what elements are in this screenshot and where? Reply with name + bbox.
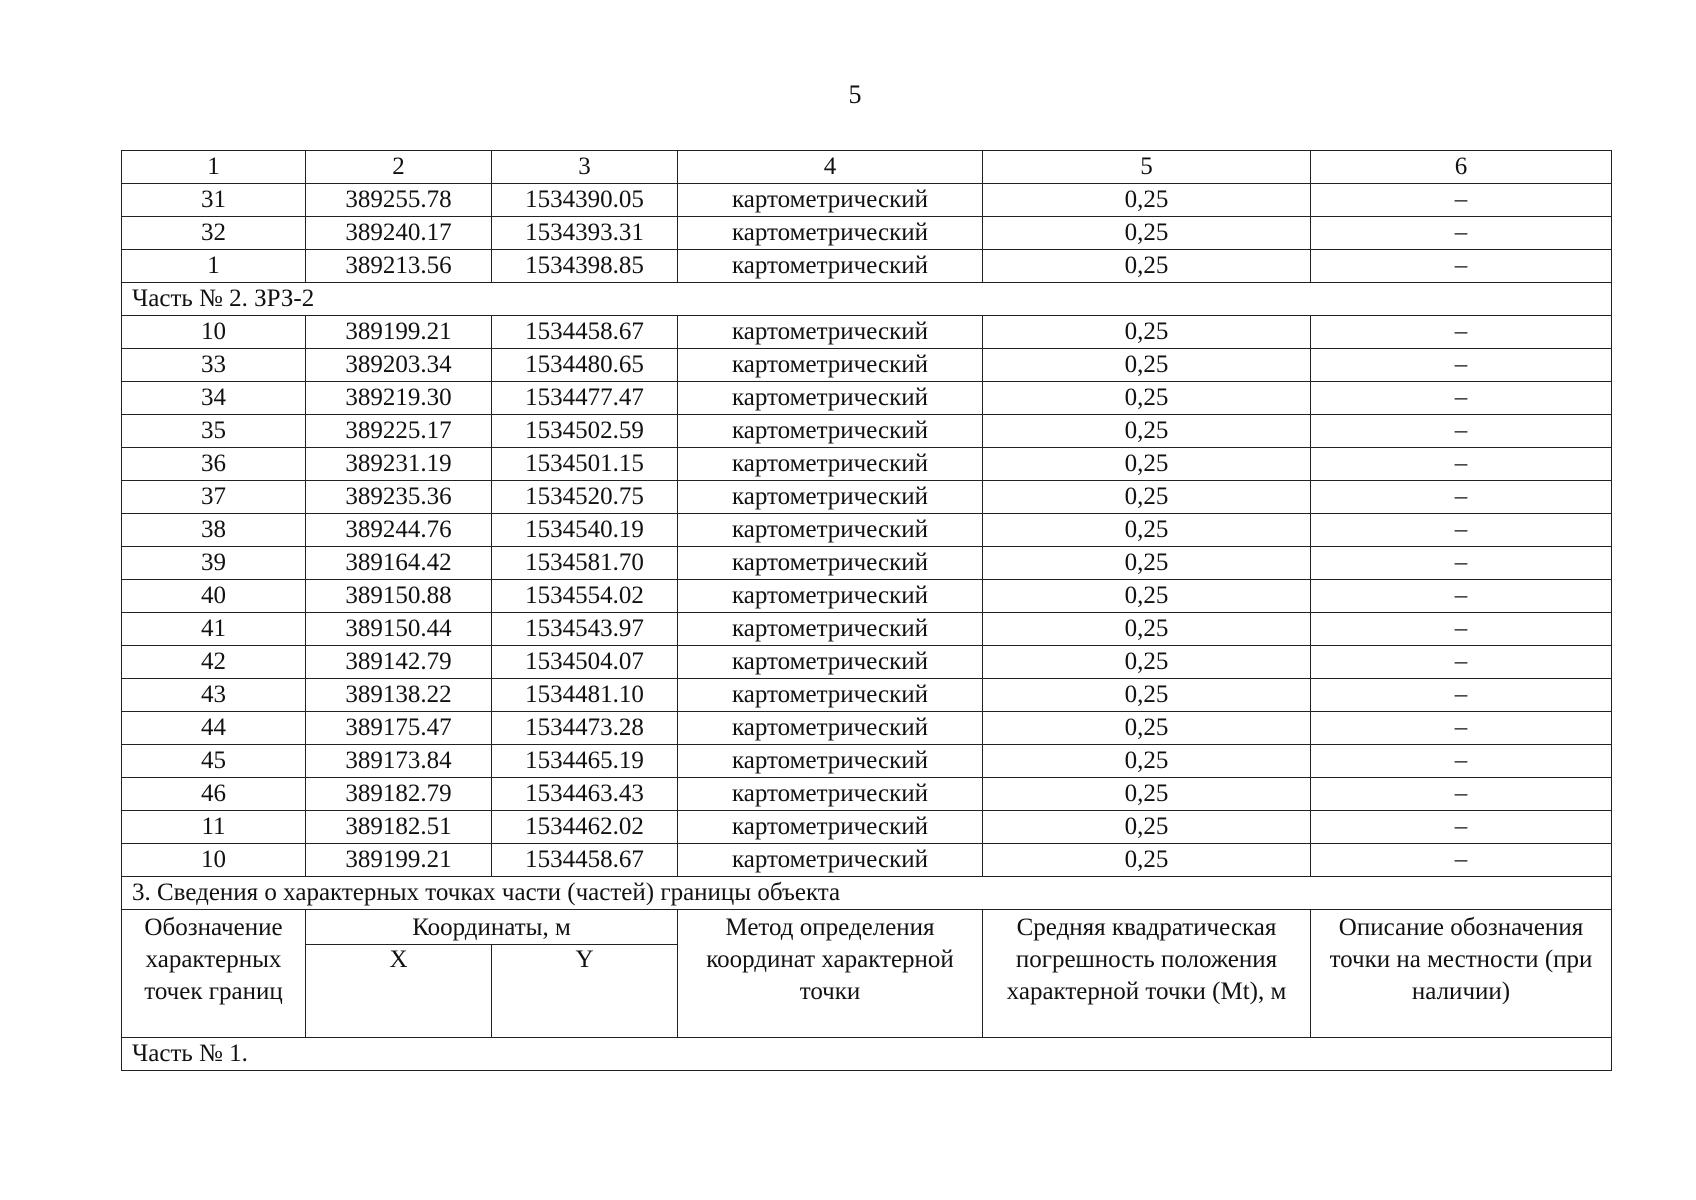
table-row bbox=[122, 382, 1612, 415]
point-number: 33 bbox=[122, 349, 306, 382]
coord-y: 1534398.85 bbox=[492, 250, 678, 283]
error-value: 0,25 bbox=[983, 712, 1311, 745]
coord-y: 1534462.02 bbox=[492, 811, 678, 844]
coord-x: 389240.17 bbox=[306, 217, 492, 250]
part-1-heading-row bbox=[122, 1038, 1612, 1071]
coord-x: 389164.42 bbox=[306, 547, 492, 580]
table-row bbox=[122, 547, 1612, 580]
error-value: 0,25 bbox=[983, 382, 1311, 415]
table-row bbox=[122, 217, 1612, 250]
coord-x: 389182.51 bbox=[306, 811, 492, 844]
error-value: 0,25 bbox=[983, 679, 1311, 712]
error-value: 0,25 bbox=[983, 184, 1311, 217]
error-value: 0,25 bbox=[983, 316, 1311, 349]
error-value: 0,25 bbox=[983, 250, 1311, 283]
method: картометрический bbox=[678, 316, 983, 349]
column-number: 6 bbox=[1311, 151, 1612, 184]
error-value: 0,25 bbox=[983, 217, 1311, 250]
part-2-label: Часть № 2. ЗРЗ-2 bbox=[122, 283, 1612, 316]
coord-y: 1534458.67 bbox=[492, 316, 678, 349]
point-number: 10 bbox=[122, 844, 306, 877]
header-method: Метод определения координат характерной точки bbox=[678, 910, 983, 1038]
table-row bbox=[122, 679, 1612, 712]
method: картометрический bbox=[678, 778, 983, 811]
point-number: 42 bbox=[122, 646, 306, 679]
coord-y: 1534458.67 bbox=[492, 844, 678, 877]
point-number: 31 bbox=[122, 184, 306, 217]
coord-x: 389231.19 bbox=[306, 448, 492, 481]
header-designation: Обозначение характерных точек границ bbox=[122, 910, 306, 1038]
coord-y: 1534480.65 bbox=[492, 349, 678, 382]
point-number: 34 bbox=[122, 382, 306, 415]
coord-y: 1534477.47 bbox=[492, 382, 678, 415]
table-row bbox=[122, 481, 1612, 514]
method: картометрический bbox=[678, 415, 983, 448]
error-value: 0,25 bbox=[983, 844, 1311, 877]
coord-y: 1534554.02 bbox=[492, 580, 678, 613]
coord-y: 1534481.10 bbox=[492, 679, 678, 712]
coord-x: 389182.79 bbox=[306, 778, 492, 811]
method: картометрический bbox=[678, 745, 983, 778]
description: – bbox=[1311, 811, 1612, 844]
column-number: 4 bbox=[678, 151, 983, 184]
method: картометрический bbox=[678, 382, 983, 415]
point-number: 32 bbox=[122, 217, 306, 250]
coord-x: 389203.34 bbox=[306, 349, 492, 382]
method: картометрический bbox=[678, 250, 983, 283]
table-row bbox=[122, 415, 1612, 448]
coord-x: 389244.76 bbox=[306, 514, 492, 547]
coord-x: 389138.22 bbox=[306, 679, 492, 712]
method: картометрический bbox=[678, 580, 983, 613]
coord-x: 389150.88 bbox=[306, 580, 492, 613]
coord-x: 389173.84 bbox=[306, 745, 492, 778]
column-number: 1 bbox=[122, 151, 306, 184]
error-value: 0,25 bbox=[983, 349, 1311, 382]
table-row bbox=[122, 712, 1612, 745]
coord-x: 389213.56 bbox=[306, 250, 492, 283]
coord-y: 1534390.05 bbox=[492, 184, 678, 217]
coord-x: 389255.78 bbox=[306, 184, 492, 217]
coord-x: 389199.21 bbox=[306, 844, 492, 877]
error-value: 0,25 bbox=[983, 646, 1311, 679]
error-value: 0,25 bbox=[983, 415, 1311, 448]
description: – bbox=[1311, 613, 1612, 646]
point-number: 39 bbox=[122, 547, 306, 580]
coord-y: 1534501.15 bbox=[492, 448, 678, 481]
error-value: 0,25 bbox=[983, 580, 1311, 613]
coord-y: 1534393.31 bbox=[492, 217, 678, 250]
coord-y: 1534463.43 bbox=[492, 778, 678, 811]
point-number: 36 bbox=[122, 448, 306, 481]
header-description: Описание обозначения точки на местности (при наличии) bbox=[1311, 910, 1612, 1038]
point-number: 37 bbox=[122, 481, 306, 514]
method: картометрический bbox=[678, 349, 983, 382]
description: – bbox=[1311, 250, 1612, 283]
point-number: 46 bbox=[122, 778, 306, 811]
table-row bbox=[122, 316, 1612, 349]
point-number: 11 bbox=[122, 811, 306, 844]
table-row bbox=[122, 349, 1612, 382]
coord-x: 389142.79 bbox=[306, 646, 492, 679]
coord-y: 1534465.19 bbox=[492, 745, 678, 778]
coord-y: 1534520.75 bbox=[492, 481, 678, 514]
method: картометрический bbox=[678, 844, 983, 877]
description: – bbox=[1311, 184, 1612, 217]
table-row bbox=[122, 844, 1612, 877]
error-value: 0,25 bbox=[983, 448, 1311, 481]
header-coordinates: Координаты, м bbox=[306, 910, 678, 945]
point-number: 10 bbox=[122, 316, 306, 349]
method: картометрический bbox=[678, 514, 983, 547]
coord-y: 1534543.97 bbox=[492, 613, 678, 646]
method: картометрический bbox=[678, 547, 983, 580]
coord-x: 389235.36 bbox=[306, 481, 492, 514]
description: – bbox=[1311, 349, 1612, 382]
method: картометрический bbox=[678, 184, 983, 217]
error-value: 0,25 bbox=[983, 514, 1311, 547]
description: – bbox=[1311, 448, 1612, 481]
error-value: 0,25 bbox=[983, 481, 1311, 514]
description: – bbox=[1311, 580, 1612, 613]
coord-x: 389175.47 bbox=[306, 712, 492, 745]
method: картометрический bbox=[678, 712, 983, 745]
coord-x: 389150.44 bbox=[306, 613, 492, 646]
coord-x: 389199.21 bbox=[306, 316, 492, 349]
error-value: 0,25 bbox=[983, 778, 1311, 811]
point-number: 43 bbox=[122, 679, 306, 712]
description: – bbox=[1311, 415, 1612, 448]
column-number: 5 bbox=[983, 151, 1311, 184]
section-3-title: 3. Сведения о характерных точках части (частей) границы объекта bbox=[122, 877, 1612, 910]
coord-y: 1534473.28 bbox=[492, 712, 678, 745]
description: – bbox=[1311, 382, 1612, 415]
description: – bbox=[1311, 844, 1612, 877]
error-value: 0,25 bbox=[983, 745, 1311, 778]
method: картометрический bbox=[678, 811, 983, 844]
description: – bbox=[1311, 745, 1612, 778]
coord-y: 1534504.07 bbox=[492, 646, 678, 679]
point-number: 40 bbox=[122, 580, 306, 613]
page-number: 5 bbox=[848, 80, 862, 109]
error-value: 0,25 bbox=[983, 613, 1311, 646]
description: – bbox=[1311, 679, 1612, 712]
error-value: 0,25 bbox=[983, 547, 1311, 580]
table-row bbox=[122, 811, 1612, 844]
method: картометрический bbox=[678, 448, 983, 481]
table-row bbox=[122, 580, 1612, 613]
header-y: Y bbox=[492, 945, 678, 1038]
method: картометрический bbox=[678, 613, 983, 646]
boundary-points-table bbox=[121, 150, 1612, 1071]
point-number: 41 bbox=[122, 613, 306, 646]
part-1-label: Часть № 1. bbox=[122, 1038, 1612, 1071]
column-number: 2 bbox=[306, 151, 492, 184]
point-number: 45 bbox=[122, 745, 306, 778]
method: картометрический bbox=[678, 679, 983, 712]
header-x: X bbox=[306, 945, 492, 1038]
table-row bbox=[122, 646, 1612, 679]
header-error: Средняя квадратическая погрешность положения характерной точки (Mt), м bbox=[983, 910, 1311, 1038]
coord-y: 1534540.19 bbox=[492, 514, 678, 547]
description: – bbox=[1311, 712, 1612, 745]
table-row bbox=[122, 745, 1612, 778]
description: – bbox=[1311, 481, 1612, 514]
point-number: 1 bbox=[122, 250, 306, 283]
method: картометрический bbox=[678, 217, 983, 250]
point-number: 35 bbox=[122, 415, 306, 448]
table-row bbox=[122, 448, 1612, 481]
point-number: 44 bbox=[122, 712, 306, 745]
description: – bbox=[1311, 217, 1612, 250]
column-numbers-row bbox=[122, 151, 1612, 184]
description: – bbox=[1311, 778, 1612, 811]
table-row bbox=[122, 778, 1612, 811]
column-number: 3 bbox=[492, 151, 678, 184]
table-row bbox=[122, 613, 1612, 646]
description: – bbox=[1311, 514, 1612, 547]
coord-y: 1534502.59 bbox=[492, 415, 678, 448]
method: картометрический bbox=[678, 646, 983, 679]
error-value: 0,25 bbox=[983, 811, 1311, 844]
header-row bbox=[122, 910, 1612, 945]
table-row bbox=[122, 514, 1612, 547]
description: – bbox=[1311, 316, 1612, 349]
method: картометрический bbox=[678, 481, 983, 514]
coord-x: 389219.30 bbox=[306, 382, 492, 415]
table-row bbox=[122, 184, 1612, 217]
table-row bbox=[122, 250, 1612, 283]
description: – bbox=[1311, 547, 1612, 580]
description: – bbox=[1311, 646, 1612, 679]
coord-x: 389225.17 bbox=[306, 415, 492, 448]
section-3-title-row bbox=[122, 877, 1612, 910]
coord-y: 1534581.70 bbox=[492, 547, 678, 580]
point-number: 38 bbox=[122, 514, 306, 547]
part-2-heading-row bbox=[122, 283, 1612, 316]
